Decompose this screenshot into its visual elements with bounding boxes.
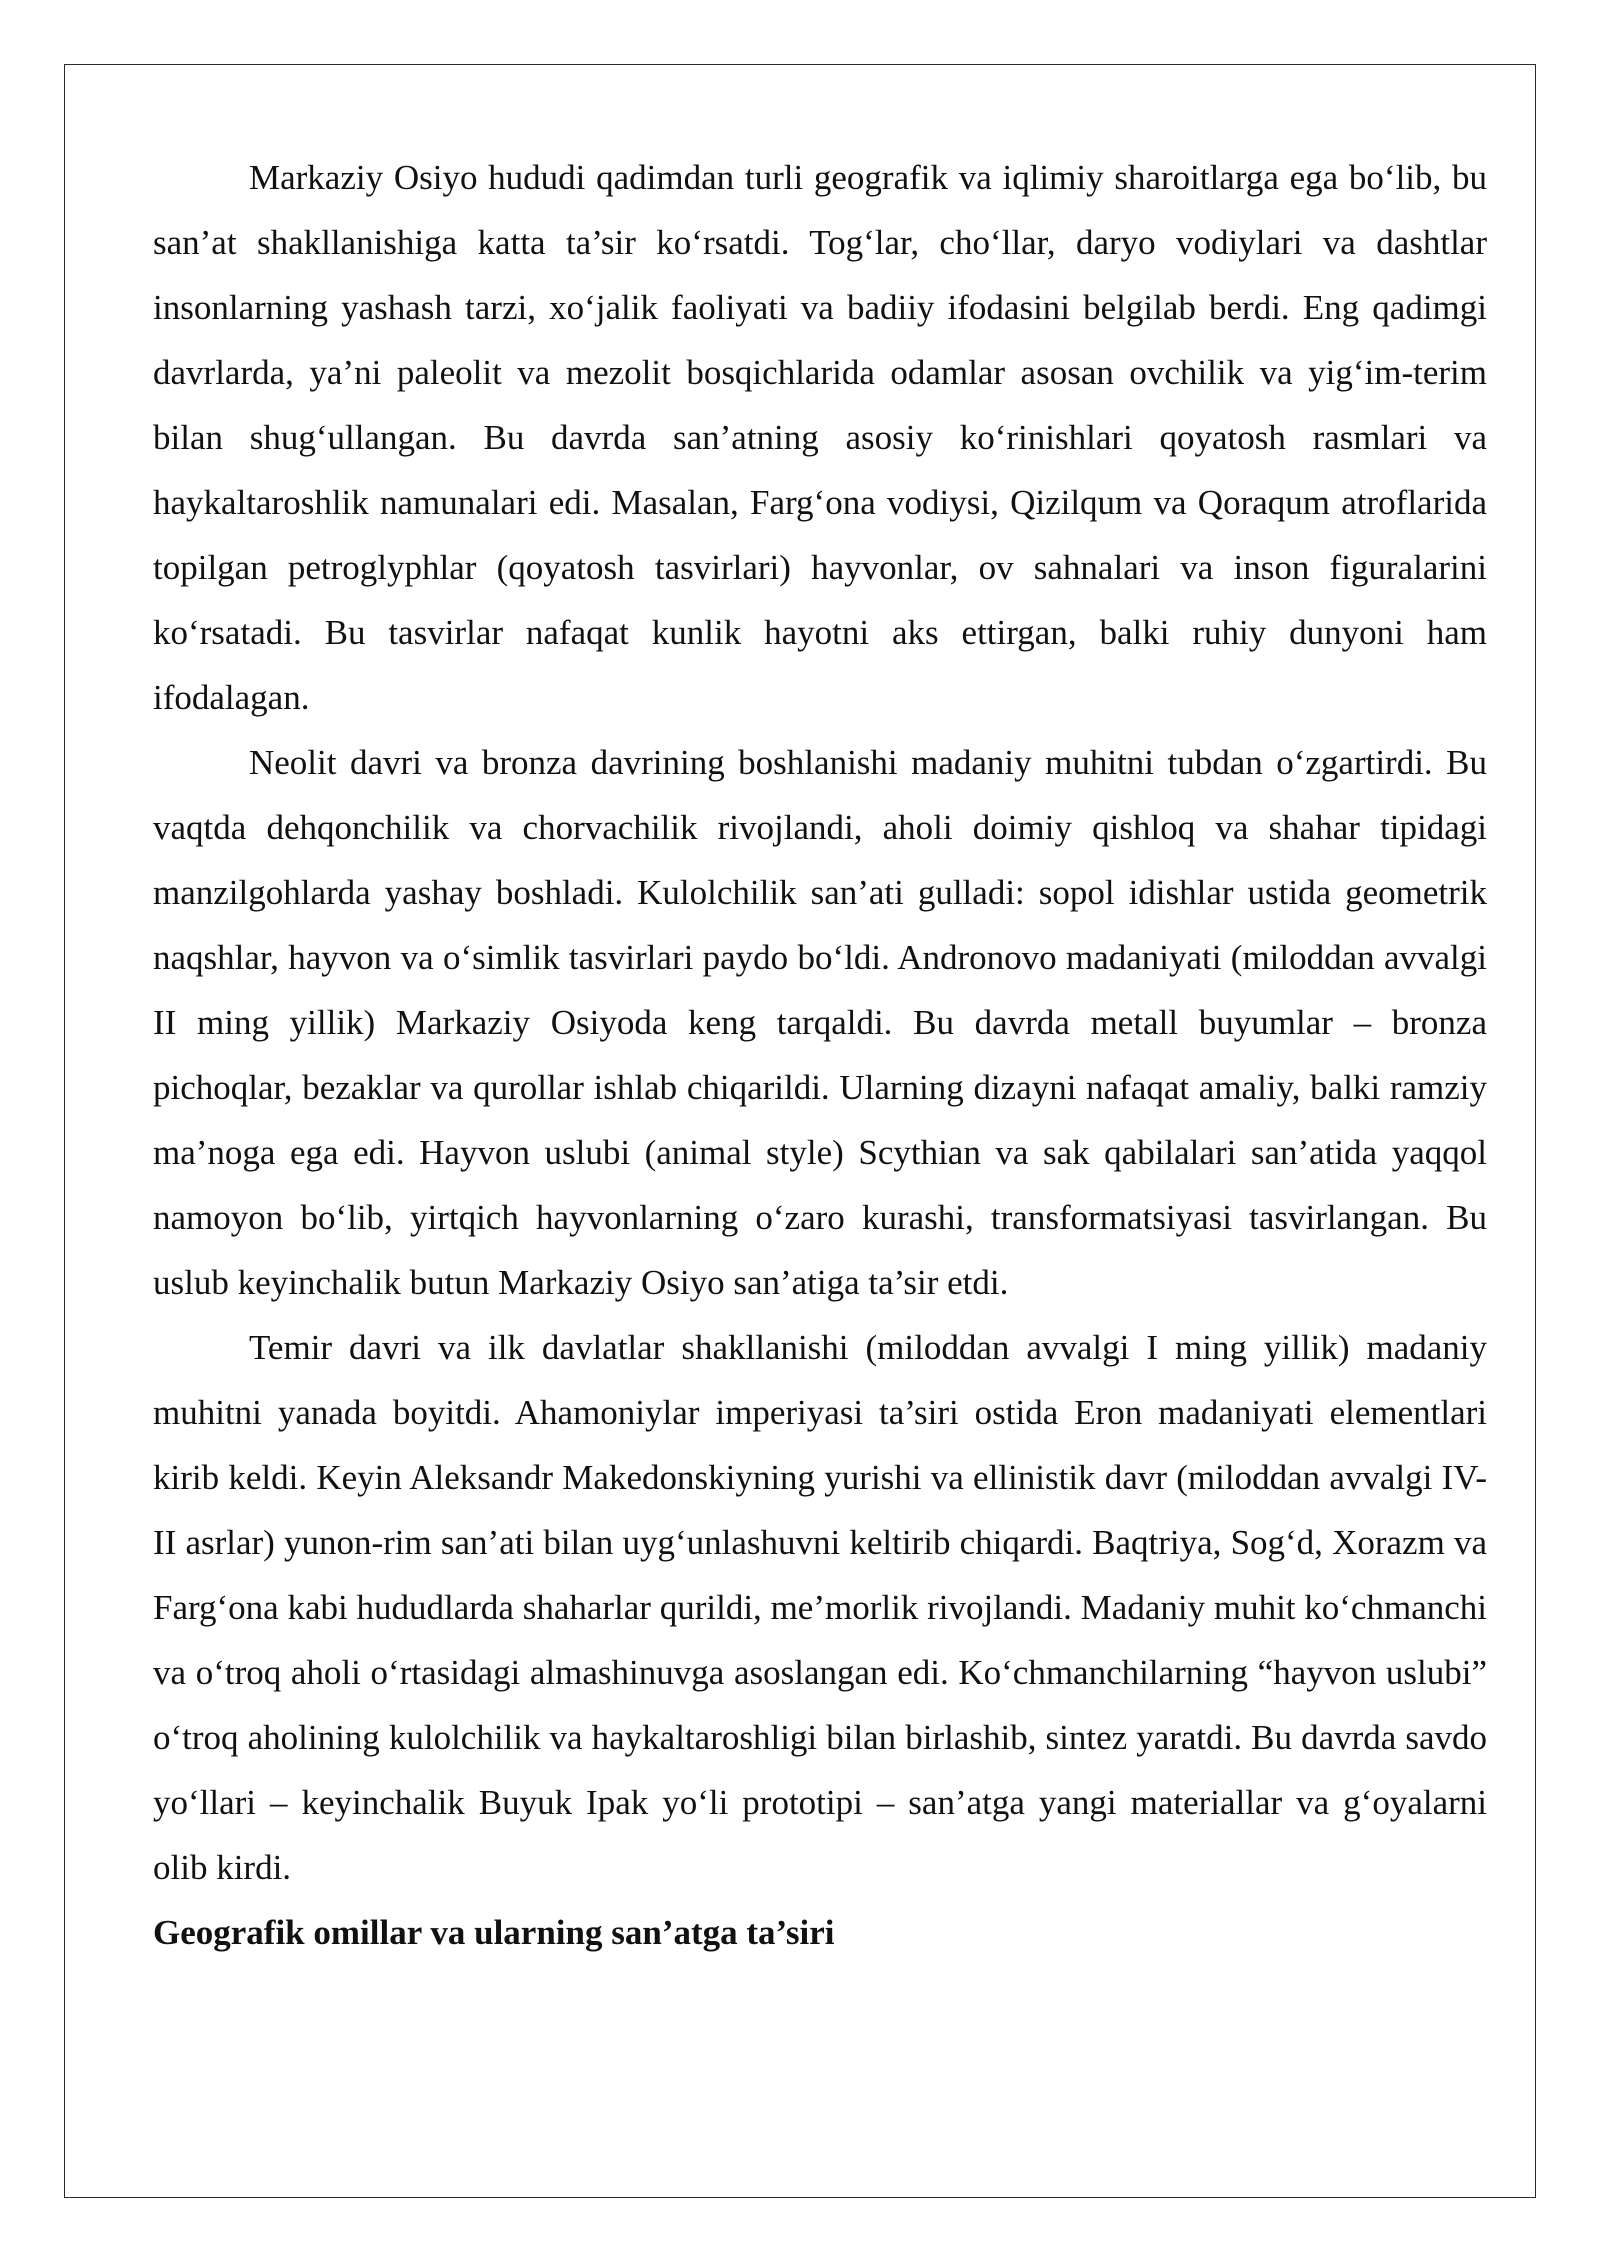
section-heading: Geografik omillar va ularning san’atga ta’siri [153, 1913, 835, 1952]
paragraph-1: Markaziy Osiyo hududi qadimdan turli geografik va iqlimiy sharoitlarga ega bo‘lib, bu san’at shakllanishiga katta ta’sir ko‘rsatdi. Tog‘lar, cho‘llar, daryo vodiylari va dashtlar insonlarning yashash tarzi, xo‘jalik faoliyati va badiiy ifodasini belgilab berdi. Eng qadimgi davrlarda, ya’ni paleolit va mezolit bosqichlarida odamlar asosan ovchilik va yig‘im-terim bilan shug‘ullangan. Bu davrda san’atning asosiy ko‘rinishlari qoyatosh rasmlari va haykaltaroshlik namunalari edi. Masalan, Farg‘ona vodiysi, Qizilqum va Qoraqum atroflarida topilgan petroglyphlar (qoyatosh tasvirlari) hayvonlar, ov sahnalari va inson figuralarini ko‘rsatadi. Bu tasvirlar nafaqat kunlik hayotni aks ettirgan, balki ruhiy dunyoni ham ifodalagan. [153, 158, 1487, 717]
paragraph-2: Neolit davri va bronza davrining boshlanishi madaniy muhitni tubdan o‘zgartirdi. Bu vaqtda dehqonchilik va chorvachilik rivojlandi, aholi doimiy qishloq va shahar tipidagi manzilgohlarda yashay boshladi. Kulolchilik san’ati gulladi: sopol idishlar ustida geometrik naqshlar, hayvon va o‘simlik tasvirlari paydo bo‘ldi. Andronovo madaniyati (miloddan avvalgi II ming yillik) Markaziy Osiyoda keng tarqaldi. Bu davrda metall buyumlar – bronza pichoqlar, bezaklar va qurollar ishlab chiqarildi. Ularning dizayni nafaqat amaliy, balki ramziy ma’noga ega edi. Hayvon uslubi (animal style) Scythian va sak qabilalari san’atida yaqqol namoyon bo‘lib, yirtqich hayvonlarning o‘zaro kurashi, transformatsiyasi tasvirlangan. Bu uslub keyinchalik butun Markaziy Osiyo san’atiga ta’sir etdi. [153, 743, 1487, 1302]
document-body [153, 145, 1487, 1965]
paragraph-3: Temir davri va ilk davlatlar shakllanishi (miloddan avvalgi I ming yillik) madaniy muhitni yanada boyitdi. Ahamoniylar imperiyasi ta’siri ostida Eron madaniyati elementlari kirib keldi. Keyin Aleksandr Makedonskiyning yurishi va ellinistik davr (miloddan avvalgi IV-II asrlar) yunon-rim san’ati bilan uyg‘unlashuvni keltirib chiqardi. Baqtriya, Sog‘d, Xorazm va Farg‘ona kabi hududlarda shaharlar qurildi, me’morlik rivojlandi. Madaniy muhit ko‘chmanchi va o‘troq aholi o‘rtasidagi almashinuvga asoslangan edi. Ko‘chmanchilarning “hayvon uslubi” o‘troq aholining kulolchilik va haykaltaroshligi bilan birlashib, sintez yaratdi. Bu davrda savdo yo‘llari – keyinchalik Buyuk Ipak yo‘li prototipi – san’atga yangi materiallar va g‘oyalarni olib kirdi. [153, 1328, 1487, 1887]
